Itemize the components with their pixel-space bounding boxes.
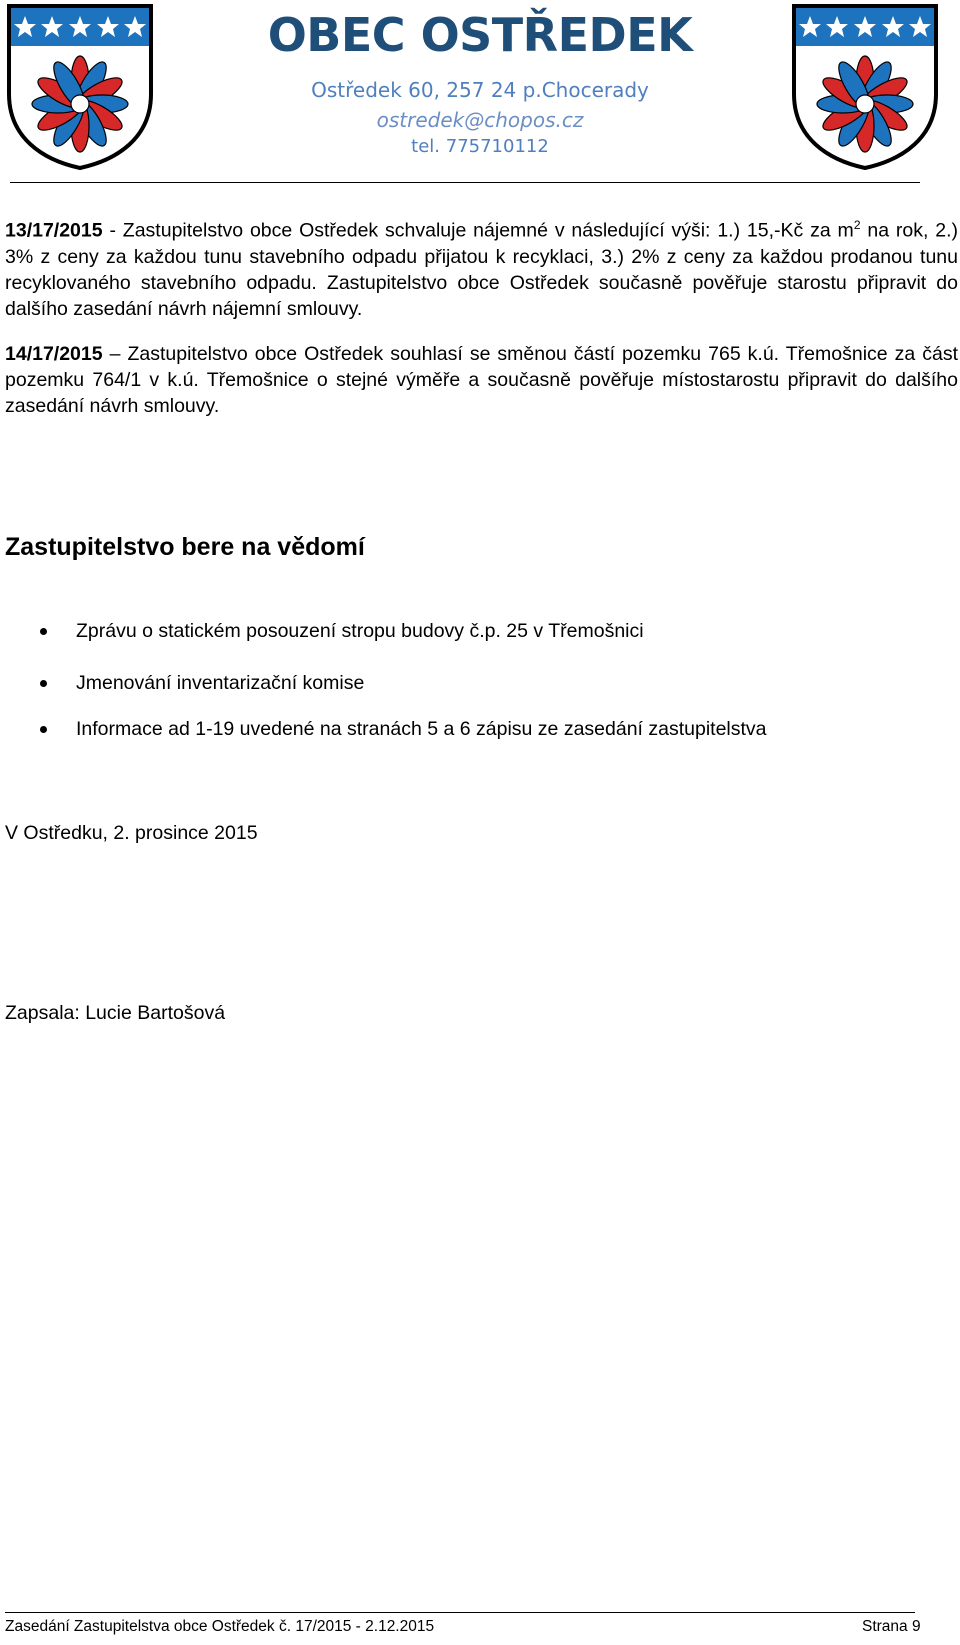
resolution-text: Zastupitelstvo obce Ostředek souhlasí se směnou částí pozemku 765 k.ú. Třemošnice za část pozemku 764/1 v k.ú. Třemošnice o stejné výměře a současně pověřuje místostarostu připravit do dalšího zasedání návrh smlouvy.: [5, 343, 958, 417]
list-item-text: Zprávu o statickém posouzení stropu budovy č.p. 25 v Třemošnici: [76, 620, 644, 642]
resolution-text-cont: na rok, 2.) 3% z ceny za každou tunu stavebního odpadu přijatou k recyklaci, 3.) 2% z ceny za každou prodanou tunu recyklovaného stavebního odpadu. Zastupitelstvo obce Ostředek současně pověřuje starostu připravit do dalšího zasedání návrh nájemní smlouvy.: [5, 219, 958, 320]
section-heading: Zastupitelstvo bere na vědomí: [5, 533, 365, 561]
recorded-by: Zapsala: Lucie Bartošová: [5, 1002, 226, 1024]
municipality-phone: tel. 775710112: [411, 136, 549, 157]
list-item-text: Jmenování inventarizační komise: [76, 672, 365, 694]
header-divider: [10, 182, 920, 183]
resolution-13: [5, 212, 958, 322]
resolution-number: 14/17/2015: [5, 343, 103, 365]
resolution-14: [5, 341, 958, 419]
resolution-text: Zastupitelstvo obce Ostředek schvaluje nájemné v následující výši: 1.) 15,-Kč za m: [122, 219, 854, 242]
municipality-address: Ostředek 60, 257 24 p.Chocerady: [311, 78, 649, 102]
resolution-number: 13/17/2015: [5, 219, 103, 242]
bullet-icon: [40, 680, 47, 687]
list-item-text: Informace ad 1-19 uvedené na stranách 5 a 6 zápisu ze zasedání zastupitelstva: [76, 718, 767, 740]
resolution-separator: –: [102, 343, 128, 365]
superscript-2: 2: [853, 218, 861, 232]
municipality-email[interactable]: ostredek@chopos.cz: [376, 108, 584, 132]
municipality-title: OBEC OSTŘEDEK: [267, 8, 693, 62]
footer-divider: [5, 1612, 915, 1613]
place-and-date: V Ostředku, 2. prosince 2015: [5, 822, 258, 844]
bullet-icon: [40, 726, 47, 733]
bullet-icon: [40, 628, 47, 635]
page-number: Strana 9: [862, 1618, 921, 1635]
resolution-separator: -: [102, 219, 123, 242]
footer-meeting-info: Zasedání Zastupitelstva obce Ostředek č. 17/2015 - 2.12.2015: [5, 1618, 435, 1635]
